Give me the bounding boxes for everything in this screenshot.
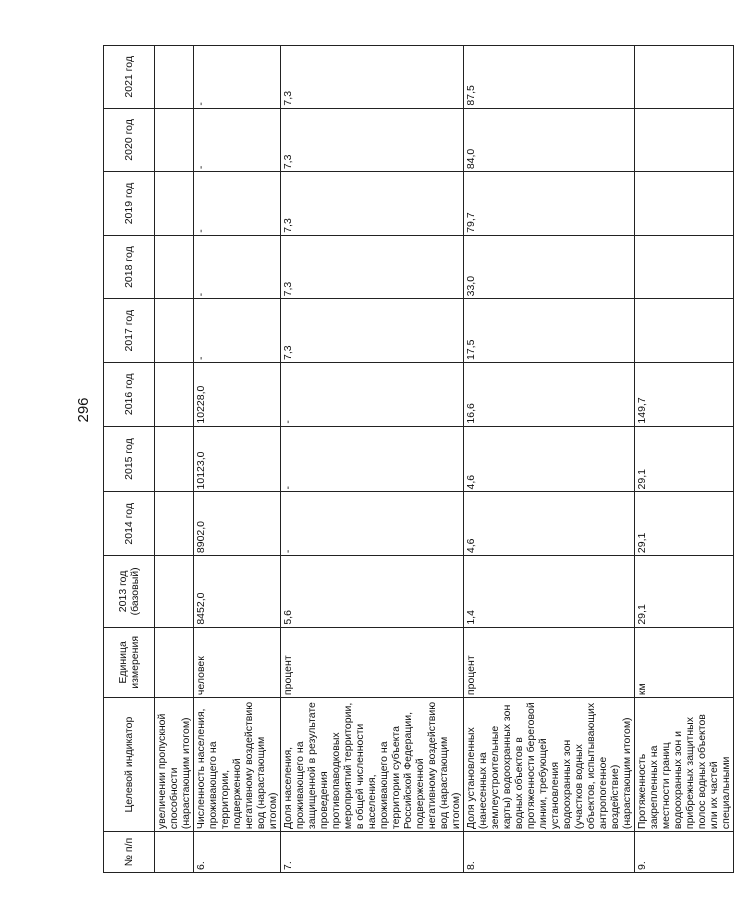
table-cell <box>635 108 734 172</box>
table-cell: 9. <box>635 832 734 873</box>
table-row <box>281 46 464 873</box>
table-cell: Численность населения, проживающего на территории, подверженной негативному воздействию вод (нарастающим итогом) <box>194 698 281 832</box>
table-cell: 1,4 <box>464 556 635 628</box>
table-cell <box>155 627 194 697</box>
table-row <box>464 46 635 873</box>
table-cell: - <box>194 235 281 299</box>
indicators-table <box>103 45 734 873</box>
table-cell: 8. <box>464 832 635 873</box>
table-cell <box>635 235 734 299</box>
table-cell: 84,0 <box>464 108 635 172</box>
table-cell: 8902,0 <box>194 492 281 556</box>
table-cell <box>635 299 734 363</box>
table-cell <box>635 172 734 236</box>
table-cell: - <box>194 108 281 172</box>
table-cell: 29,1 <box>635 492 734 556</box>
table-cell: 16,6 <box>464 363 635 427</box>
header-cell: 2014 год <box>104 492 155 556</box>
table-cell: - <box>281 492 464 556</box>
table-cell: 7,3 <box>281 299 464 363</box>
table-cell: 29,1 <box>635 556 734 628</box>
table-cell: 8452,0 <box>194 556 281 628</box>
table-cell <box>155 108 194 172</box>
table-cell <box>155 172 194 236</box>
table-cell: 17,5 <box>464 299 635 363</box>
page-number: 296 <box>74 397 92 423</box>
table-cell: 6. <box>194 832 281 873</box>
rotated-page-content <box>103 45 732 873</box>
table-cell <box>635 46 734 109</box>
header-cell: Целевой индикатор <box>104 698 155 832</box>
table-cell: 29,1 <box>635 426 734 492</box>
table-row <box>155 46 194 873</box>
table-cell: 4,6 <box>464 426 635 492</box>
table-cell <box>155 426 194 492</box>
header-cell: 2017 год <box>104 299 155 363</box>
table-cell: процент <box>281 627 464 697</box>
table-cell: Доля населения, проживающего на защищенной в результате проведения противопаводковых мероприятий территории, в общей численности населения, проживающего на территории субъекта Российской Федерации, подверженной негативному воздействию вод (нарастающим итогом) <box>281 698 464 832</box>
header-cell: 2015 год <box>104 426 155 492</box>
table-row <box>635 46 734 873</box>
table-cell <box>155 492 194 556</box>
table-cell: 4,6 <box>464 492 635 556</box>
table-header-row <box>104 46 155 873</box>
table-cell: - <box>194 46 281 109</box>
table-cell: 7,3 <box>281 108 464 172</box>
table-cell: Доля установленных (нанесенных на землеустроительные карты) водоохранных зон водных объектов в протяженности береговой линии, требующей установления водоохранных зон (участков водных объектов, испытывающих антропогенное воздействие) (нарастающим итогом) <box>464 698 635 832</box>
table-cell: человек <box>194 627 281 697</box>
header-cell: 2019 год <box>104 172 155 236</box>
table-cell: 7,3 <box>281 46 464 109</box>
header-cell: 2016 год <box>104 363 155 427</box>
table-cell: 7. <box>281 832 464 873</box>
table-cell: 10123,0 <box>194 426 281 492</box>
table-cell: 87,5 <box>464 46 635 109</box>
header-cell: 2020 год <box>104 108 155 172</box>
table-cell: 149,7 <box>635 363 734 427</box>
table-cell: Протяженность закрепленных на местности границ водоохранных зон и прибрежных защитных полос водных объектов или их частей специальными <box>635 698 734 832</box>
table-cell: 7,3 <box>281 172 464 236</box>
table-cell <box>155 235 194 299</box>
header-cell: 2013 год (базовый) <box>104 556 155 628</box>
table-cell <box>155 299 194 363</box>
table-cell <box>155 556 194 628</box>
table-cell: - <box>194 299 281 363</box>
table-cell <box>155 46 194 109</box>
table-cell: 10228,0 <box>194 363 281 427</box>
table-cell: увеличении пропускной способности (нарастающим итогом) <box>155 698 194 832</box>
table-cell: 7,3 <box>281 235 464 299</box>
header-cell: № п/п <box>104 832 155 873</box>
header-cell: 2018 год <box>104 235 155 299</box>
table-row <box>194 46 281 873</box>
table-cell: 79,7 <box>464 172 635 236</box>
table-cell: 33,0 <box>464 235 635 299</box>
table-cell: процент <box>464 627 635 697</box>
table-cell: км <box>635 627 734 697</box>
table-cell: - <box>194 172 281 236</box>
table-cell <box>155 363 194 427</box>
table-cell: - <box>281 363 464 427</box>
table-cell: 5,6 <box>281 556 464 628</box>
table-cell <box>155 832 194 873</box>
header-cell: 2021 год <box>104 46 155 109</box>
table-cell: - <box>281 426 464 492</box>
header-cell: Единица измерения <box>104 627 155 697</box>
